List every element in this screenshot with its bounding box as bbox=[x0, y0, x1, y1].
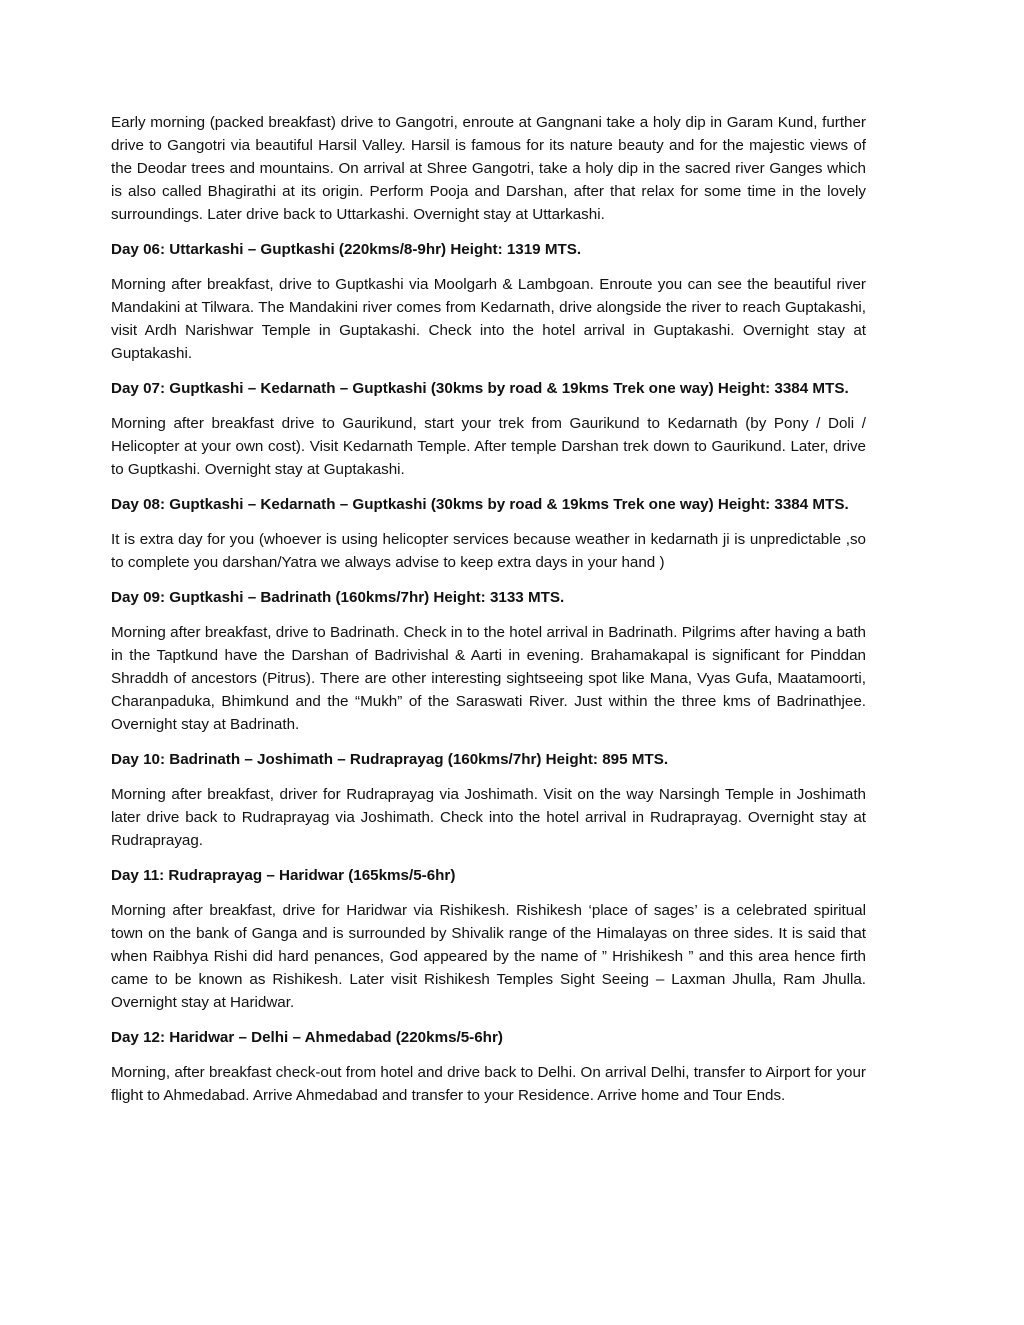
day-07-description: Morning after breakfast drive to Gaurikund, start your trek from Gaurikund to Kedarnath (by Pony / Doli / Helicopter at your own cost). Visit Kedarnath Temple. After temple Darshan trek down to Gaurikund. Later, drive to Guptkashi. Overnight stay at Guptakashi. bbox=[111, 415, 866, 478]
day-12-description: Morning, after breakfast check-out from hotel and drive back to Delhi. On arrival Delhi, transfer to Airport for your flight to Ahmedabad. Arrive Ahmedabad and transfer to your Residence. Arrive home and Tour Ends. bbox=[111, 1064, 866, 1104]
itinerary-content bbox=[111, 111, 866, 1119]
day-08-description: It is extra day for you (whoever is using helicopter services because weather in kedarnath ji is unpredictable ,so to complete you darshan/Yatra we always advise to keep extra days in your hand ) bbox=[111, 531, 866, 571]
day-06-heading: Day 06: Uttarkashi – Guptkashi (220kms/8-9hr) Height: 1319 MTS. bbox=[111, 241, 582, 258]
day-11-description: Morning after breakfast, drive for Haridwar via Rishikesh. Rishikesh ‘place of sages’ is a celebrated spiritual town on the bank of Ganga and is surrounded by Shivalik range of the Himalayas on three sides. It is said that when Raibhya Rishi did hard penances, God appeared by the name of ” Hrishikesh ” and this area hence firth came to be known as Rishikesh. Later visit Rishikesh Temples Sight Seeing – Laxman Jhulla, Ram Jhulla. Overnight stay at Haridwar. bbox=[111, 902, 866, 1011]
day-10-description: Morning after breakfast, driver for Rudraprayag via Joshimath. Visit on the way Narsingh Temple in Joshimath later drive back to Rudraprayag via Joshimath. Check into the hotel arrival in Rudraprayag. Overnight stay at Rudraprayag. bbox=[111, 786, 866, 849]
day-09-description: Morning after breakfast, drive to Badrinath. Check in to the hotel arrival in Badrinath. Pilgrims after having a bath in the Taptkund have the Darshan of Badrivishal & Aarti in evening. Brahamakapal is significant for Pinddan Shraddh of ancestors (Pitrus). There are other interesting sightseeing spot like Mana, Vyas Gufa, Maatamoorti, Charanpaduka, Bhimkund and the “Mukh” of the Saraswati River. Just within the three kms of Badrinathjee. Overnight stay at Badrinath. bbox=[111, 624, 866, 733]
day-07-heading: Day 07: Guptkashi – Kedarnath – Guptkashi (30kms by road & 19kms Trek one way) Height: 3384 MTS. bbox=[111, 380, 849, 397]
day-12-heading: Day 12: Haridwar – Delhi – Ahmedabad (220kms/5-6hr) bbox=[111, 1029, 503, 1046]
day-10-heading: Day 10: Badrinath – Joshimath – Rudraprayag (160kms/7hr) Height: 895 MTS. bbox=[111, 751, 669, 768]
day-11-heading: Day 11: Rudraprayag – Haridwar (165kms/5-6hr) bbox=[111, 867, 456, 884]
day-09-heading: Day 09: Guptkashi – Badrinath (160kms/7hr) Height: 3133 MTS. bbox=[111, 589, 565, 606]
day-08-heading: Day 08: Guptkashi – Kedarnath – Guptkashi (30kms by road & 19kms Trek one way) Height: 3384 MTS. bbox=[111, 496, 849, 513]
intro-paragraph: Early morning (packed breakfast) drive to Gangotri, enroute at Gangnani take a holy dip in Garam Kund, further drive to Gangotri via beautiful Harsil Valley. Harsil is famous for its nature beauty and for the majestic views of the Deodar trees and mountains. On arrival at Shree Gangotri, take a holy dip in the sacred river Ganges which is also called Bhagirathi at its origin. Perform Pooja and Darshan, after that relax for some time in the lovely surroundings. Later drive back to Uttarkashi. Overnight stay at Uttarkashi. bbox=[111, 114, 866, 223]
day-06-description: Morning after breakfast, drive to Guptkashi via Moolgarh & Lambgoan. Enroute you can see the beautiful river Mandakini at Tilwara. The Mandakini river comes from Kedarnath, drive alongside the river to reach Guptakashi, visit Ardh Narishwar Temple in Guptakashi. Check into the hotel arrival in Guptakashi. Overnight stay at Guptakashi. bbox=[111, 276, 866, 362]
